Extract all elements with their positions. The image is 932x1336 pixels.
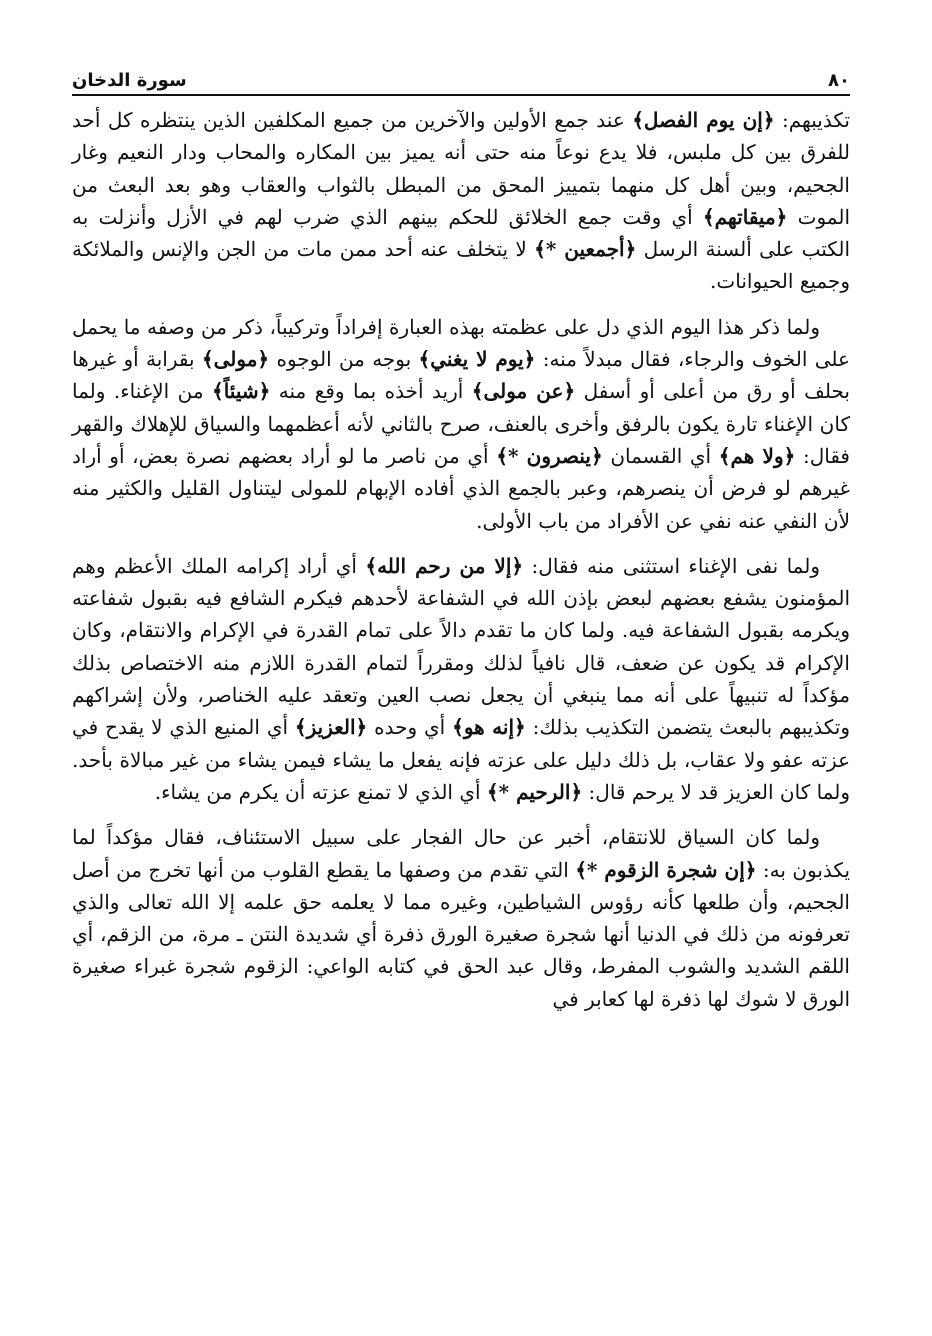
text-segment: أي أراد إكرامه الملك الأعظم وهم المؤمنون يشفع بعضهم لبعض بإذن الله في الشفاعة لأحدهم فيكرم الشافع فيه بقبول شفاعته ويكرمه بقبول الشفاعة فيه. ولما كان ما تقدم دالاً على تمام القدرة في الإكرام والانتقام، وكان الإكرام قد يكون عن ضعف، قال نافياً لذلك ومقرراً لتمام القدرة اللازم منه الاختصاص بذلك مؤكداً له تنبيهاً على أنه مما ينبغي أن يجعل نصب العين وتعقد عليه الخناصر، ولأن إشراكهم وتكذيبهم بالبعث يتضمن التكذيب بذلك: — [72, 553, 850, 740]
quran-quote: ﴿العزيز﴾ — [294, 715, 368, 740]
header-rule — [72, 94, 850, 96]
running-head — [72, 55, 850, 91]
paragraph-4 — [72, 821, 850, 1015]
quran-quote: ﴿إن شجرة الزقوم *﴾ — [575, 857, 757, 882]
paragraph-2 — [72, 311, 850, 537]
text-segment: بوجه من الوجوه — [269, 347, 419, 372]
body-text — [72, 104, 850, 1028]
text-segment: أي وحده — [367, 715, 453, 740]
page-number: ٨٠ — [828, 70, 850, 91]
surah-title: سورة الدخان — [72, 70, 187, 91]
text-segment: التي تقدم من وصفها ما يقطع القلوب من أنها تخرج من أصل الجحيم، وأن طلعها كأنه رؤوس الشياطين، وغيره مما لا يعلمه حق علمه إلا الله تعالى والذي تعرفونه من ذلك في الدنيا أنها شجرة صغيرة الورق ذفرة أي شديدة النتن ـ مرة، من الزقم، أي اللقم الشديد والشوب المفرط، وقال عبد الحق في كتابه الواعي: الزقوم شجرة غبراء صغيرة الورق لا شوك لها ذفرة لها كعابر في — [72, 857, 850, 1011]
text-segment: ولما كان السياق للانتقام، أخبر عن حال الفجار على سبيل الاستئناف، فقال مؤكداً لما يكذبون به: — [72, 825, 851, 882]
quran-quote: ﴿ينصرون *﴾ — [496, 443, 603, 468]
quran-quote: ﴿الرحيم *﴾ — [486, 779, 583, 804]
text-segment: أي المنيع الذي لا يقدح في عزته عفو ولا عقاب، بل ذلك دليل على عزته فإنه يفعل ما يشاء فيمن يشاء من غير مبالاة بأحد. ولما كان العزيز قد لا يرحم قال: — [72, 715, 850, 804]
quran-quote: ﴿إنه هو﴾ — [452, 715, 526, 740]
quran-quote: ﴿ولا هم﴾ — [718, 443, 796, 468]
text-segment: بقرابة أو غيرها بحلف أو رق من أعلى أو أسفل — [72, 347, 850, 404]
quran-quote: ﴿ميقاتهم﴾ — [702, 204, 788, 229]
quran-quote: ﴿يوم لا يغني﴾ — [418, 347, 536, 372]
paragraph-1 — [72, 104, 850, 298]
quran-quote: ﴿شيئاً﴾ — [211, 379, 271, 404]
quran-quote: ﴿مولى﴾ — [201, 347, 270, 372]
quran-quote: ﴿إلا من رحم الله﴾ — [365, 553, 524, 578]
paragraph-3 — [72, 550, 850, 808]
text-segment: عند جمع الأولين والآخرين من جميع المكلفين الذين ينتظره كل أحد للفرق بين كل ملبس، فلا يدع نوعاً منه حتى أنه يميز بين المكاره والمحاب ودار النعيم وغار الجحيم، وبين أهل كل منهما بتمييز المحق من المبطل بالثواب والعقاب وهو بعد البعث من الموت — [72, 108, 851, 229]
quran-quote: ﴿إن يوم الفصل﴾ — [632, 108, 775, 132]
text-segment: ولما ذكر هذا اليوم الذي دل على عظمته بهذه العبارة إفراداً وتركيباً، ذكر من وصفه ما يحمل على الخوف والرجاء، فقال مبدلاً منه: — [72, 314, 850, 372]
text-segment: أي القسمان — [602, 443, 719, 468]
text-segment: لا يتخلف عنه أحد ممن مات من الجن والإنس والملائكة وجميع الحيوانات. — [72, 237, 850, 294]
text-segment: ولما نفى الإغناء استثنى منه فقال: — [523, 553, 820, 578]
quran-quote: ﴿عن مولى﴾ — [471, 379, 576, 404]
quran-quote: ﴿أجمعين *﴾ — [534, 237, 637, 262]
text-segment: أي من ناصر ما لو أراد بعضهم نصرة بعض، أو أراد غيرهم لو فرض أن ينصرهم، وعبر بالجمع الذي أفاده الإبهام للمولى ليتناول القليل والكثير منه لأن النفي عنه نفي عن الأفراد من باب الأولى. — [72, 443, 850, 533]
text-segment: أي وقت جمع الخلائق للحكم بينهم الذي ضرب لهم في الأزل وأنزلت به الكتب على ألسنة الرسل — [72, 204, 850, 262]
text-segment: تكذيبهم: — [774, 108, 850, 132]
text-segment: من الإغناء. ولما كان الإغناء تارة يكون بالرفق وأخرى بالعنف، صرح بالثاني لأنه أعظمهما والسياق للإهلاك والقهر فقال: — [72, 379, 850, 468]
text-segment: أي الذي لا تمنع عزته أن يكرم من يشاء. — [154, 779, 487, 804]
text-segment: أريد أخذه بما وقع منه — [270, 379, 472, 404]
